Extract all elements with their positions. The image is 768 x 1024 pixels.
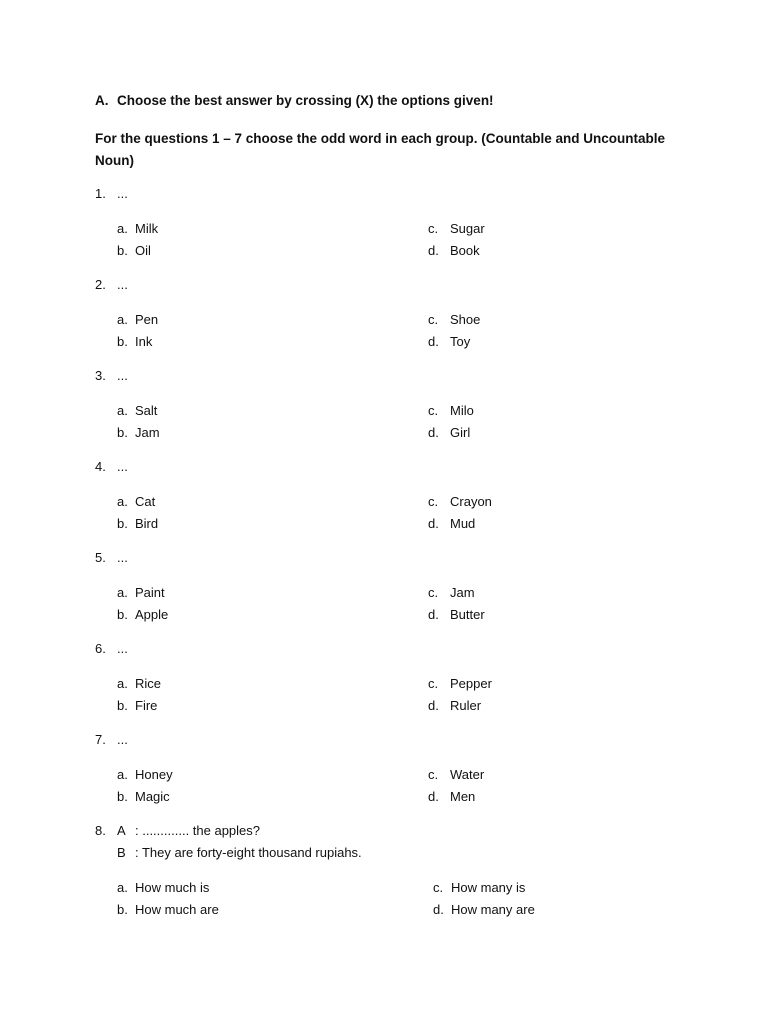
- option-letter: b.: [117, 334, 128, 349]
- q3-option-b[interactable]: [117, 425, 160, 440]
- q5-option-b[interactable]: [117, 607, 168, 622]
- section-a-text: Choose the best answer by crossing (X) the options given!: [117, 93, 494, 108]
- question-prompt: ...: [117, 732, 128, 747]
- option-letter: d.: [428, 698, 439, 713]
- option-text: Cat: [135, 494, 156, 509]
- option-text: Magic: [135, 789, 170, 804]
- section-a-heading: [95, 93, 494, 108]
- option-text: Apple: [135, 607, 169, 622]
- question-8: [95, 823, 117, 838]
- question-number: 3.: [95, 368, 106, 383]
- question-prompt: ...: [117, 459, 128, 474]
- q3-option-d[interactable]: [428, 425, 470, 440]
- option-text: How many is: [451, 880, 526, 895]
- option-text: Ink: [135, 334, 153, 349]
- option-letter: a.: [117, 403, 128, 418]
- question-prompt: ...: [117, 641, 128, 656]
- option-text: How much is: [135, 880, 210, 895]
- option-text: Bird: [135, 516, 159, 531]
- question-5: [95, 550, 128, 565]
- option-letter: c.: [428, 676, 439, 691]
- q2-option-b[interactable]: [117, 334, 152, 349]
- question-prompt: ...: [117, 277, 128, 292]
- section-a-letter: A.: [95, 93, 109, 108]
- question-number: 5.: [95, 550, 106, 565]
- option-letter: d.: [428, 425, 439, 440]
- question-7: [95, 732, 128, 747]
- q1-option-d[interactable]: [428, 243, 480, 258]
- option-letter: c.: [428, 494, 439, 509]
- option-letter: d.: [428, 243, 439, 258]
- option-letter: d.: [428, 607, 439, 622]
- option-text: How many are: [451, 902, 535, 917]
- option-text: Shoe: [450, 312, 481, 327]
- option-letter: d.: [433, 902, 444, 917]
- question-1: [95, 186, 128, 201]
- q4-option-b[interactable]: [117, 516, 158, 531]
- q3-option-a[interactable]: [117, 403, 157, 418]
- option-letter: c.: [433, 880, 444, 895]
- q2-option-a[interactable]: [117, 312, 158, 327]
- option-text: Oil: [135, 243, 151, 258]
- question-number: 2.: [95, 277, 106, 292]
- q4-option-c[interactable]: [428, 494, 492, 509]
- option-letter: c.: [428, 403, 439, 418]
- q8-option-b[interactable]: [117, 902, 219, 917]
- q2-option-c[interactable]: [428, 312, 480, 327]
- q5-option-a[interactable]: [117, 585, 165, 600]
- q7-option-a[interactable]: [117, 767, 173, 782]
- question-number: 4.: [95, 459, 106, 474]
- question-number: 7.: [95, 732, 106, 747]
- q6-option-a[interactable]: [117, 676, 161, 691]
- question-6: [95, 641, 128, 656]
- question-number: 6.: [95, 641, 106, 656]
- option-letter: c.: [428, 221, 439, 236]
- dialog-text: : They are forty-eight thousand rupiahs.: [135, 845, 362, 860]
- q8-option-d[interactable]: [433, 902, 535, 917]
- option-letter: b.: [117, 516, 128, 531]
- question-2: [95, 277, 128, 292]
- option-text: Salt: [135, 403, 158, 418]
- q8-dialog-line-a: [117, 823, 260, 838]
- dialog-speaker: B: [117, 845, 126, 860]
- option-text: Honey: [135, 767, 173, 782]
- option-letter: b.: [117, 243, 128, 258]
- option-letter: a.: [117, 585, 128, 600]
- option-text: Ruler: [450, 698, 482, 713]
- q4-option-a[interactable]: [117, 494, 155, 509]
- option-letter: b.: [117, 607, 128, 622]
- q8-option-a[interactable]: [117, 880, 209, 895]
- option-letter: b.: [117, 698, 128, 713]
- question-prompt: ...: [117, 368, 128, 383]
- question-number: 8.: [95, 823, 106, 838]
- q6-option-c[interactable]: [428, 676, 492, 691]
- q8-dialog-line-b: [117, 845, 362, 860]
- option-letter: a.: [117, 312, 128, 327]
- q7-option-c[interactable]: [428, 767, 484, 782]
- q3-option-c[interactable]: [428, 403, 474, 418]
- option-text: Milk: [135, 221, 159, 236]
- option-letter: b.: [117, 425, 128, 440]
- option-letter: c.: [428, 585, 439, 600]
- instruction-text: For the questions 1 – 7 choose the odd word in each group. (Countable and Uncountable Noun): [95, 131, 666, 168]
- option-text: Pepper: [450, 676, 492, 691]
- option-text: Butter: [450, 607, 485, 622]
- option-letter: c.: [428, 312, 439, 327]
- option-text: Pen: [135, 312, 159, 327]
- option-letter: a.: [117, 221, 128, 236]
- q8-option-c[interactable]: [433, 880, 525, 895]
- option-text: Rice: [135, 676, 162, 691]
- option-letter: c.: [428, 767, 439, 782]
- option-text: Milo: [450, 403, 474, 418]
- question-4: [95, 459, 128, 474]
- q7-option-b[interactable]: [117, 789, 170, 804]
- dialog-speaker: A: [117, 823, 126, 838]
- question-prompt: ...: [117, 550, 128, 565]
- q7-option-d[interactable]: [428, 789, 475, 804]
- q4-option-d[interactable]: [428, 516, 475, 531]
- option-text: Mud: [450, 516, 476, 531]
- question-prompt: ...: [117, 186, 128, 201]
- question-3: [95, 368, 128, 383]
- option-text: Book: [450, 243, 480, 258]
- q1-option-a[interactable]: [117, 221, 158, 236]
- q2-option-d[interactable]: [428, 334, 470, 349]
- option-letter: a.: [117, 494, 128, 509]
- option-letter: d.: [428, 334, 439, 349]
- option-letter: a.: [117, 767, 128, 782]
- option-text: Fire: [135, 698, 158, 713]
- option-text: Men: [450, 789, 476, 804]
- option-text: Paint: [135, 585, 165, 600]
- option-text: Jam: [450, 585, 475, 600]
- option-letter: b.: [117, 789, 128, 804]
- option-text: Jam: [135, 425, 160, 440]
- q6-option-d[interactable]: [428, 698, 481, 713]
- dialog-text: : ............. the apples?: [135, 823, 261, 838]
- option-text: Crayon: [450, 494, 492, 509]
- option-text: Girl: [450, 425, 471, 440]
- option-text: Sugar: [450, 221, 485, 236]
- option-text: How much are: [135, 902, 219, 917]
- option-text: Water: [450, 767, 485, 782]
- option-letter: a.: [117, 880, 128, 895]
- option-letter: a.: [117, 676, 128, 691]
- option-letter: b.: [117, 902, 128, 917]
- q1-option-c[interactable]: [428, 221, 485, 236]
- q5-option-c[interactable]: [428, 585, 475, 600]
- q1-option-b[interactable]: [117, 243, 151, 258]
- option-letter: d.: [428, 516, 439, 531]
- q6-option-b[interactable]: [117, 698, 157, 713]
- question-number: 1.: [95, 186, 106, 201]
- option-letter: d.: [428, 789, 439, 804]
- option-text: Toy: [450, 334, 471, 349]
- q5-option-d[interactable]: [428, 607, 485, 622]
